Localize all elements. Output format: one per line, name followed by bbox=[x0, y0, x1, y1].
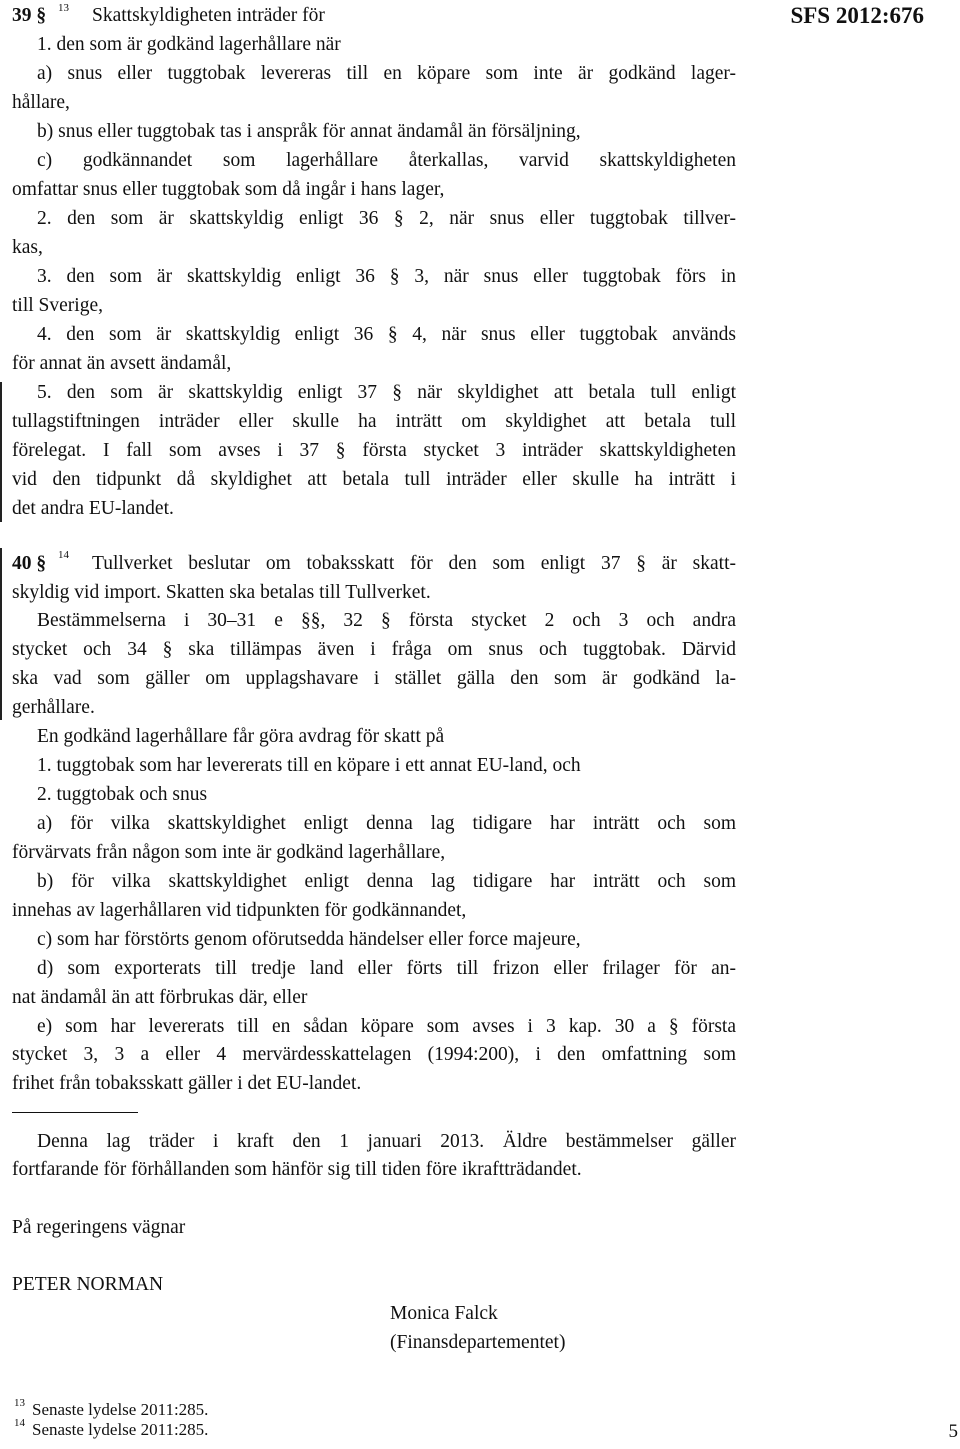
page-number: 5 bbox=[948, 1421, 958, 1442]
section-39-number: 39 § bbox=[12, 5, 47, 26]
section-40-line: b) för vilka skattskyldighet enligt denna lag tidigare har inträtt och som bbox=[37, 871, 736, 892]
section-40-line: gerhållare. bbox=[12, 697, 95, 718]
section-40-line: nat ändamål än att förbrukas där, eller bbox=[12, 987, 308, 1008]
section-39-line: a) snus eller tuggtobak levereras till en köpare som inte är godkänd lager- bbox=[37, 63, 736, 84]
section-40-line: a) för vilka skattskyldighet enligt denna lag tidigare har inträtt och som bbox=[37, 813, 736, 834]
section-40-line: innehas av lagerhållaren vid tidpunkten för godkännandet, bbox=[12, 900, 467, 921]
section-39-line: 5. den som är skattskyldig enligt 37 § när skyldighet att betala tull enligt bbox=[37, 382, 736, 403]
section-39-line: b) snus eller tuggtobak tas i anspråk för annat ändamål än försäljning, bbox=[37, 121, 581, 142]
on-behalf-of-government: På regeringens vägnar bbox=[12, 1217, 186, 1238]
section-39-line: c) godkännandet som lagerhållare återkallas, varvid skattskyldigheten bbox=[37, 150, 736, 171]
section-40-line: frihet från tobaksskatt gäller i det EU-landet. bbox=[12, 1073, 362, 1094]
section-40-line: e) som har levererats till en sådan köpare som avses i 3 kap. 30 a § första bbox=[37, 1016, 736, 1037]
section-39-line: 4. den som är skattskyldig enligt 36 § 4, när snus eller tuggtobak används bbox=[37, 324, 736, 345]
section-39-line: tullagstiftningen inträder eller skulle ha inträtt om skyldighet att betala tull bbox=[12, 411, 736, 432]
section-40-line: skyldig vid import. Skatten ska betalas till Tullverket. bbox=[12, 582, 431, 603]
footnote-text: Senaste lydelse 2011:285. bbox=[32, 1400, 209, 1419]
separator-rule bbox=[12, 1112, 138, 1113]
section-40-line: c) som har förstörts genom oförutsedda händelser eller force majeure, bbox=[37, 929, 581, 950]
official-name: Monica Falck bbox=[390, 1303, 498, 1324]
section-40-line: d) som exporterats till tredje land eller förts till frizon eller frilager för an- bbox=[37, 958, 736, 979]
section-40-line: ska vad som gäller om upplagshavare i stället gälla den som är godkänd la- bbox=[12, 668, 736, 689]
footnote-number: 13 bbox=[14, 1397, 25, 1409]
minister-name: PETER NORMAN bbox=[12, 1274, 164, 1295]
section-39-line: kas, bbox=[12, 237, 43, 258]
footnote-number: 14 bbox=[14, 1417, 25, 1429]
section-39-line: vid den tidpunkt då skyldighet att betala tull inträder eller skulle ha inträtt i bbox=[12, 469, 736, 490]
change-bar bbox=[0, 382, 2, 522]
section-39-line: 1. den som är godkänd lagerhållare när bbox=[37, 34, 341, 55]
entry-into-force-line: Denna lag träder i kraft den 1 januari 2013. Äldre bestämmelser gäller bbox=[37, 1131, 736, 1152]
section-39-line: för annat än avsett ändamål, bbox=[12, 353, 232, 374]
section-40-line: Bestämmelserna i 30–31 e §§, 32 § första stycket 2 och 3 och andra bbox=[37, 610, 736, 631]
section-40-line: förvärvats från någon som inte är godkänd lagerhållare, bbox=[12, 842, 446, 863]
sfs-number: SFS 2012:676 bbox=[790, 3, 924, 28]
section-39-line: 2. den som är skattskyldig enligt 36 § 2, när snus eller tuggtobak tillver- bbox=[37, 208, 736, 229]
section-39-line: 3. den som är skattskyldig enligt 36 § 3, när snus eller tuggtobak förs in bbox=[37, 266, 736, 287]
section-39-line: det andra EU-landet. bbox=[12, 498, 174, 519]
footnote-text: Senaste lydelse 2011:285. bbox=[32, 1420, 209, 1439]
section-39-line: omfattar snus eller tuggtobak som då ingår i hans lager, bbox=[12, 179, 445, 200]
section-39-line: hållare, bbox=[12, 92, 70, 113]
section-40-number: 40 § bbox=[12, 553, 47, 574]
entry-into-force-line: fortfarande för förhållanden som hänför sig till tiden före ikraftträdandet. bbox=[12, 1159, 582, 1180]
section-39-line: till Sverige, bbox=[12, 295, 103, 316]
section-40-line: stycket och 34 § ska tillämpas även i fråga om snus och tuggtobak. Därvid bbox=[12, 639, 736, 660]
footnote-ref-13: 13 bbox=[58, 2, 69, 14]
section-39-line: förelegat. I fall som avses i 37 § första stycket 3 inträder skattskyldigheten bbox=[12, 440, 736, 461]
section-40-line: 2. tuggtobak och snus bbox=[37, 784, 208, 805]
department-name: (Finansdepartementet) bbox=[390, 1332, 566, 1353]
section-40-line: En godkänd lagerhållare får göra avdrag för skatt på bbox=[37, 726, 445, 747]
section-40-line: stycket 3, 3 a eller 4 mervärdesskattelagen (1994:200), i den omfattning som bbox=[12, 1044, 736, 1065]
footnote-ref-14: 14 bbox=[58, 549, 69, 561]
section-39-line: Skattskyldigheten inträder för bbox=[92, 5, 325, 26]
change-bar bbox=[0, 548, 2, 720]
section-40-line: 1. tuggtobak som har levererats till en köpare i ett annat EU-land, och bbox=[37, 755, 581, 776]
section-40-line: Tullverket beslutar om tobaksskatt för den som enligt 37 § är skatt- bbox=[92, 553, 736, 574]
